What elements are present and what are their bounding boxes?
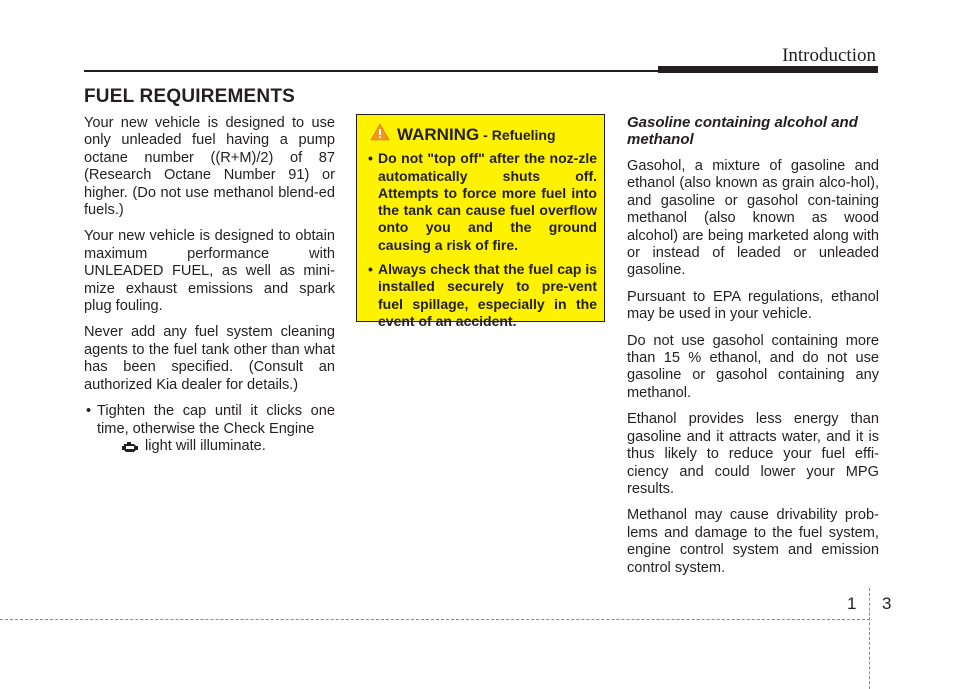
section-title: FUEL REQUIREMENTS — [84, 86, 296, 107]
warning-item-text: Do not "top off" after the noz-zle automatically shuts off. Attempts to force more fuel into the tank can cause fuel overflow onto you and the ground causing a risk of fire. — [378, 150, 597, 253]
paragraph-ethanol-limit: Do not use gasohol containing more than 15 % ethanol, and do not use gasoline or gasohol containing any methanol. — [627, 332, 879, 401]
header-rule-accent — [658, 66, 878, 73]
bullet-text: Tighten the cap until it clicks one time, otherwise the Check Engine — [97, 403, 335, 437]
left-column — [84, 115, 335, 458]
footer-page-divider — [869, 588, 870, 689]
engine-line — [97, 438, 335, 458]
paragraph-gasohol: Gasohol, a mixture of gasoline and ethanol (also known as grain alco-hol), and gasoline or gasohol con-taining methanol (also known as wood alcohol) are being marketed along with or instead of leaded or unleaded gasoline. — [627, 158, 879, 279]
bullet-marker: • — [368, 261, 373, 278]
warning-title: WARNING — [397, 125, 480, 145]
bullet-text-continued: light will illuminate. — [145, 437, 266, 454]
warning-header — [366, 123, 597, 145]
paragraph-unleaded-performance: Your new vehicle is designed to obtain maximum performance with UNLEADED FUEL, as well as mini-mize exhaust emissions and spark plug fouling. — [84, 228, 335, 315]
paragraph-cleaning-agents: Never add any fuel system cleaning agents to the fuel tank other than what has been specified. (Consult an authorized Kia dealer for details.) — [84, 324, 335, 393]
list-item-tighten-cap — [84, 403, 335, 458]
paragraph-epa: Pursuant to EPA regulations, ethanol may be used in your vehicle. — [627, 288, 879, 323]
chapter-number: 1 — [847, 594, 857, 613]
warning-triangle-icon — [370, 123, 390, 145]
page-number: 3 — [882, 594, 892, 613]
footer-divider — [0, 619, 870, 620]
check-engine-icon — [121, 440, 139, 458]
paragraph-fuel-octane: Your new vehicle is designed to use only unleaded fuel having a pump octane number ((R+M)/2) of 87 (Research Octane Number 91) or higher. (Do not use methanol blend-ed fuels.) — [84, 115, 335, 219]
header-rule — [84, 70, 664, 72]
warning-topic: - Refueling — [483, 127, 556, 144]
paragraph-methanol: Methanol may cause drivability prob-lems and damage to the fuel system, engine control system and emission control system. — [627, 507, 879, 576]
warning-item-text: Always check that the fuel cap is installed securely to pre-vent fuel spillage, especially in the event of an accident. — [378, 261, 597, 329]
header-title: Introduction — [782, 45, 876, 66]
warning-item-fuel-cap — [366, 261, 597, 330]
paragraph-ethanol-energy: Ethanol provides less energy than gasoline and it attracts water, and it is thus likely to reduce your fuel effi-ciency and could lower your MPG results. — [627, 411, 879, 497]
right-column — [627, 114, 879, 586]
subheading-gasoline-alcohol: Gasoline containing alcohol and methanol — [627, 114, 858, 148]
bullet-marker: • — [368, 150, 373, 167]
warning-item-top-off — [366, 150, 597, 254]
warning-box — [356, 114, 605, 329]
bullet-marker: • — [86, 403, 92, 420]
